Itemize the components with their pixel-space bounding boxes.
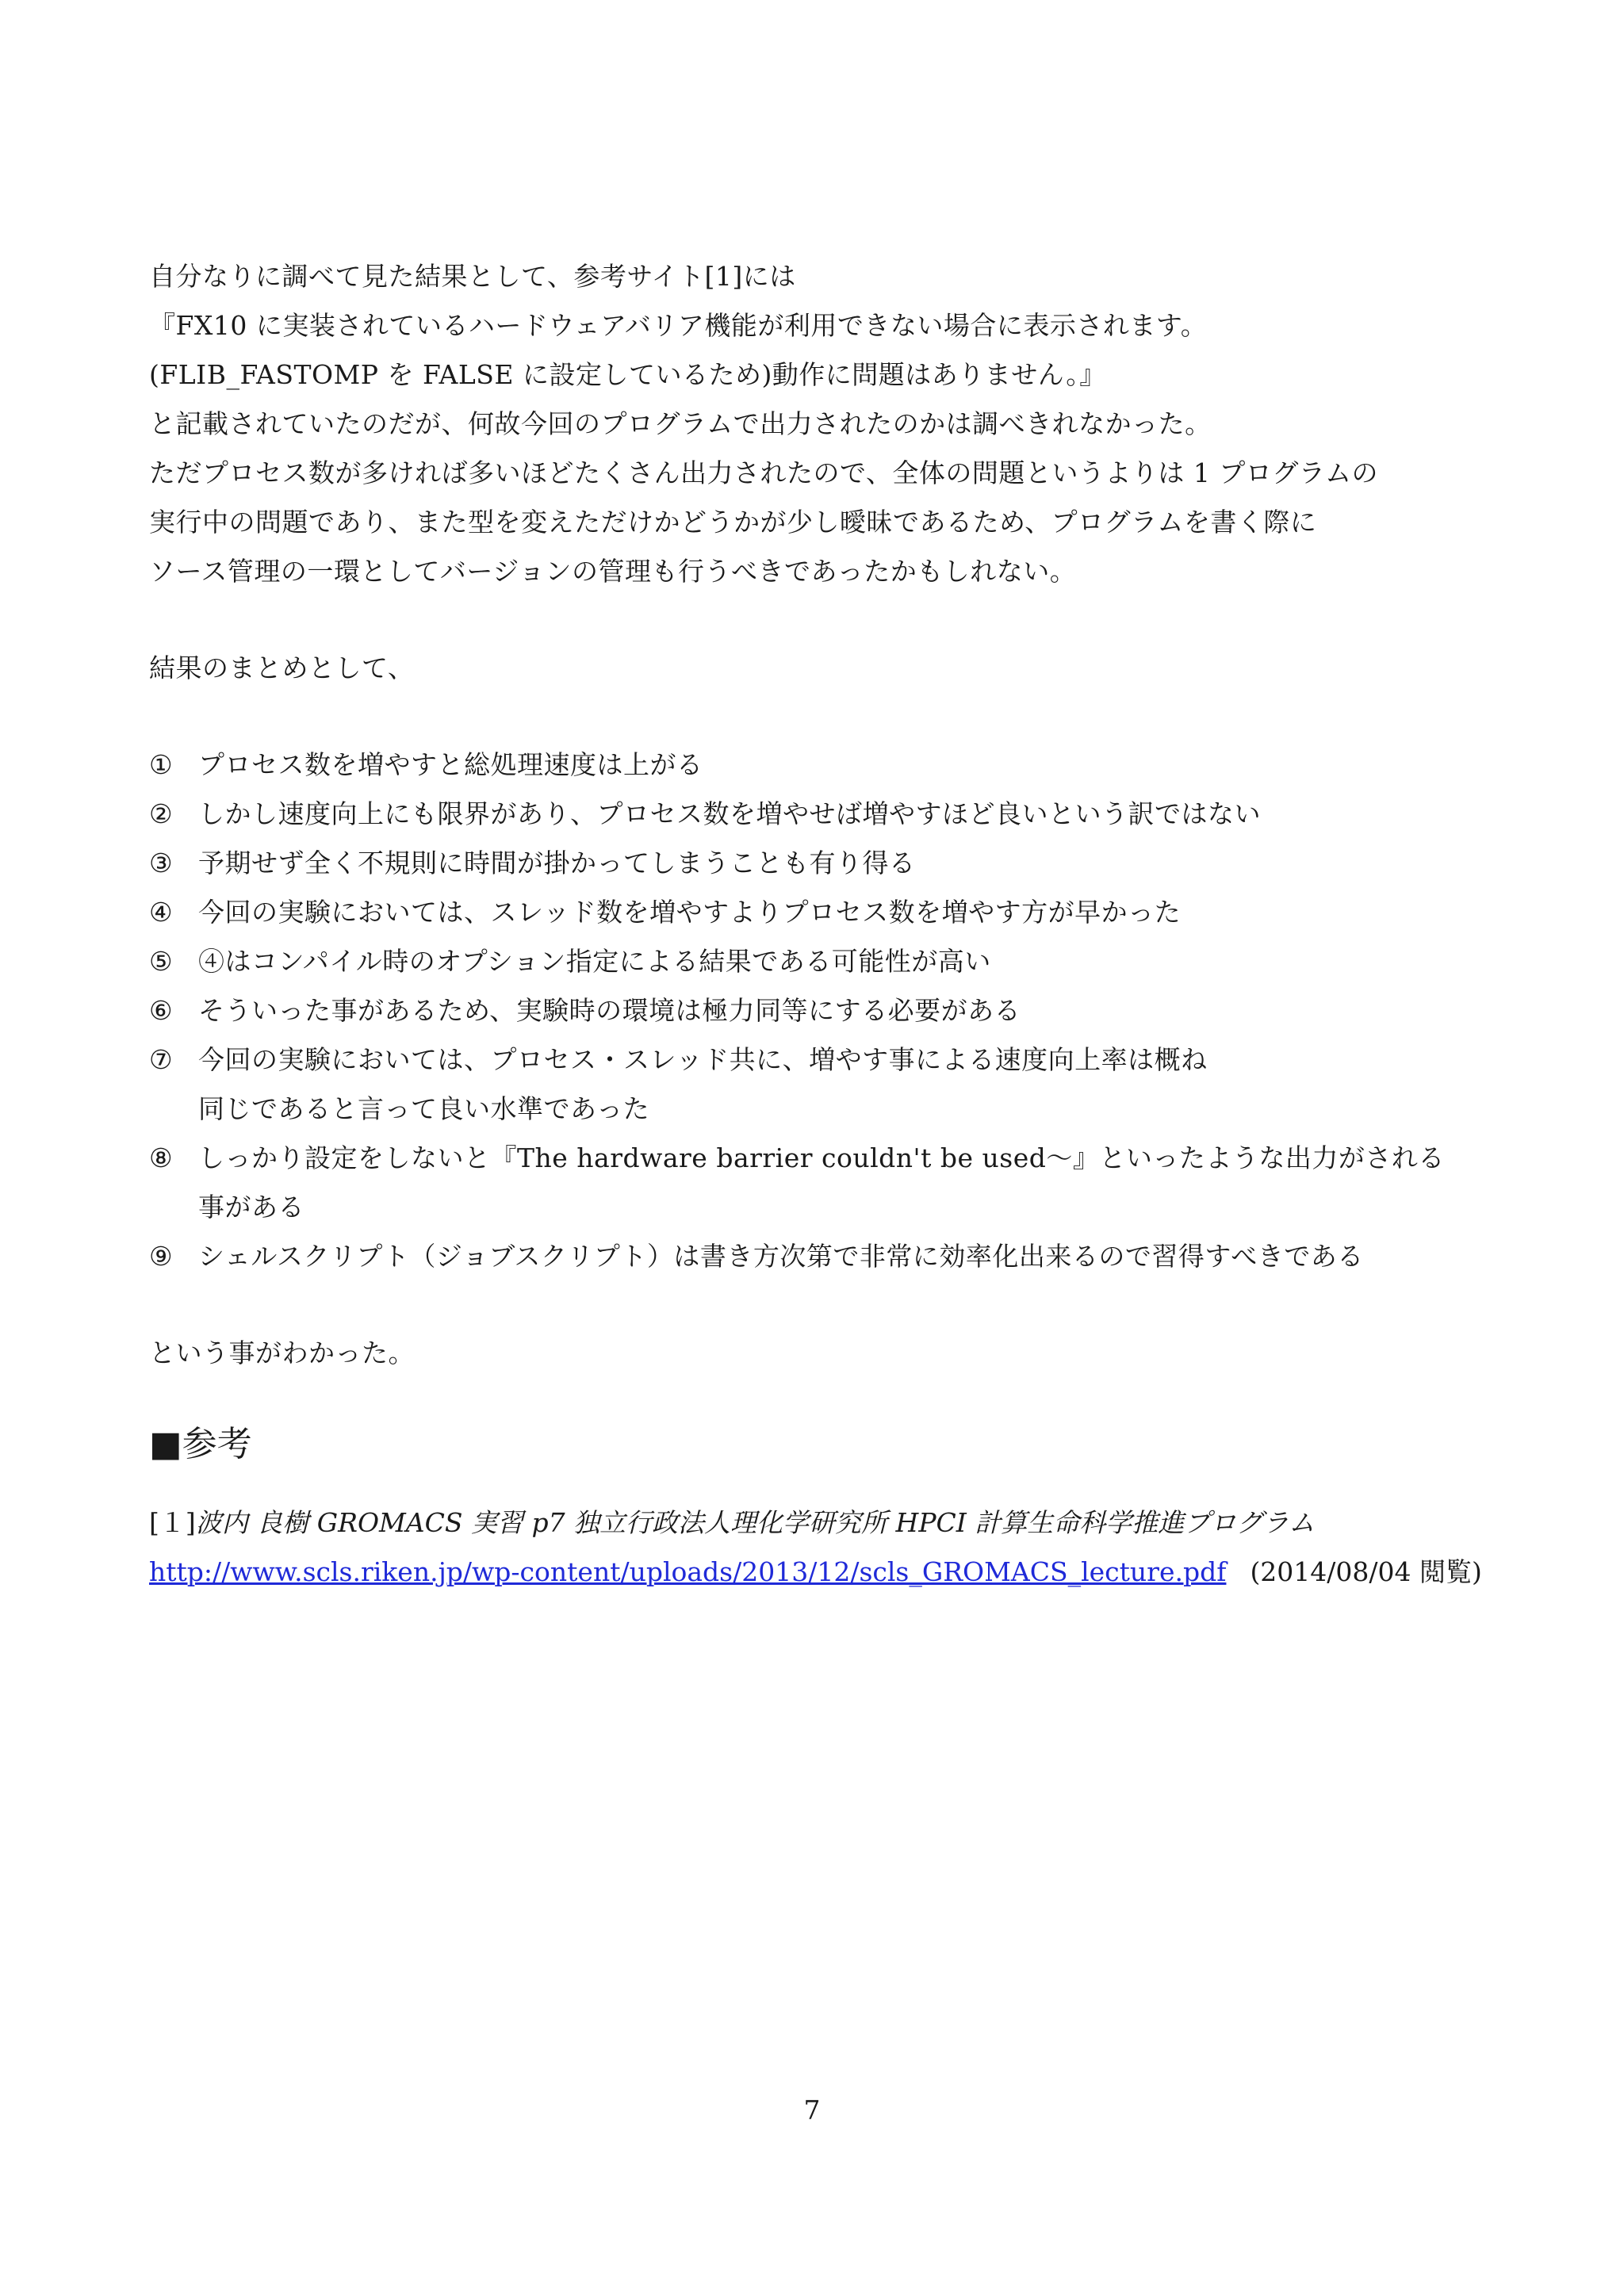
conclusion-text: という事がわかった。 <box>149 1337 415 1368</box>
list-item <box>149 839 1497 888</box>
intro-line: ソース管理の一環としてバージョンの管理も行うべきであったかもしれない。 <box>149 556 1077 587</box>
page-content <box>149 252 1497 1597</box>
intro-paragraph <box>149 252 1497 596</box>
list-item <box>149 1134 1497 1232</box>
list-item-line: そういった事があるため、実験時の環境は極力同等にする必要がある <box>198 995 1021 1026</box>
page-number: 7 <box>803 2095 821 2126</box>
list-item-text <box>198 1232 1497 1281</box>
list-item-line: 同じであると言って良い水準であった <box>198 1093 650 1124</box>
list-item-line: プロセス数を増やすと総処理速度は上がる <box>198 749 703 780</box>
reference-accessed-date: (2014/08/04 閲覧) <box>1250 1556 1482 1587</box>
spacer <box>149 1281 1497 1329</box>
reference-label: [１] <box>149 1507 196 1538</box>
intro-line: 自分なりに調べて見た結果として、参考サイト[1]には <box>149 261 796 292</box>
list-item-text <box>198 986 1497 1035</box>
intro-line: (FLIB_FASTOMP を FALSE に設定しているため)動作に問題はありません。』 <box>149 359 1106 390</box>
list-item-line: しかし速度向上にも限界があり、プロセス数を増やせば増やすほど良いという訳ではない <box>198 798 1261 829</box>
list-item-text <box>198 839 1497 888</box>
list-item <box>149 790 1497 839</box>
list-item-number: ⑤ <box>149 946 174 977</box>
list-item-line: 事がある <box>198 1192 304 1223</box>
reference-citation: 波内 良樹 GROMACS 実習 p7 独立行政法人理化学研究所 HPCI 計算生命科学推進プログラム <box>195 1507 1315 1538</box>
list-item-number: ④ <box>149 897 174 928</box>
list-item <box>149 740 1497 790</box>
list-item <box>149 1035 1497 1134</box>
intro-line: ただプロセス数が多ければ多いほどたくさん出力されたので、全体の問題というよりは 1 プログラムの <box>149 457 1378 488</box>
list-item-line: しっかり設定をしないと『The hardware barrier couldn't be used～』といったような出力がされる <box>198 1142 1445 1173</box>
reference-url-link[interactable]: http://www.scls.riken.jp/wp-content/uploads/2013/12/scls_GROMACS_lecture.pdf <box>149 1556 1227 1587</box>
spacer <box>149 596 1497 644</box>
list-item-line: シェルスクリプト（ジョブスクリプト）は書き方次第で非常に効率化出来るので習得すべきである <box>198 1241 1364 1272</box>
list-item-text <box>198 937 1497 986</box>
list-item-number: ① <box>149 749 174 780</box>
reference-entry <box>149 1498 1497 1548</box>
list-item-number: ⑧ <box>149 1142 174 1173</box>
list-item-number: ⑨ <box>149 1241 174 1272</box>
list-item-text <box>198 740 1497 790</box>
list-item-number: ③ <box>149 848 174 878</box>
list-item <box>149 888 1497 937</box>
list-item-line: 今回の実験においては、プロセス・スレッド共に、増やす事による速度向上率は概ね <box>198 1044 1208 1075</box>
list-item-text <box>198 888 1497 937</box>
list-item-text <box>198 1134 1497 1232</box>
list-item-text <box>198 1035 1497 1134</box>
results-list <box>149 740 1497 1281</box>
list-item-number: ⑦ <box>149 1044 174 1075</box>
references-heading: ■参考 <box>149 1424 252 1464</box>
intro-line: 実行中の問題であり、また型を変えただけかどうかが少し曖昧であるため、プログラムを書く際に <box>149 507 1317 538</box>
list-item <box>149 1232 1497 1281</box>
list-item-line: 予期せず全く不規則に時間が掛かってしまうことも有り得る <box>198 848 916 878</box>
reference-url-line <box>149 1548 1497 1597</box>
summary-intro: 結果のまとめとして、 <box>149 652 415 683</box>
list-item <box>149 986 1497 1035</box>
list-item-line: ④はコンパイル時のオプション指定による結果である可能性が高い <box>198 946 991 977</box>
list-item-text <box>198 790 1497 839</box>
list-item <box>149 937 1497 986</box>
intro-line: と記載されていたのだが、何故今回のプログラムで出力されたのかは調べきれなかった。 <box>149 408 1212 439</box>
list-item-number: ⑥ <box>149 995 174 1026</box>
spacer <box>149 693 1497 740</box>
list-item-line: 今回の実験においては、スレッド数を増やすよりプロセス数を増やす方が早かった <box>198 897 1182 928</box>
intro-line: 『FX10 に実装されているハードウェアバリア機能が利用できない場合に表示されます。 <box>149 310 1208 341</box>
list-item-number: ② <box>149 798 174 829</box>
